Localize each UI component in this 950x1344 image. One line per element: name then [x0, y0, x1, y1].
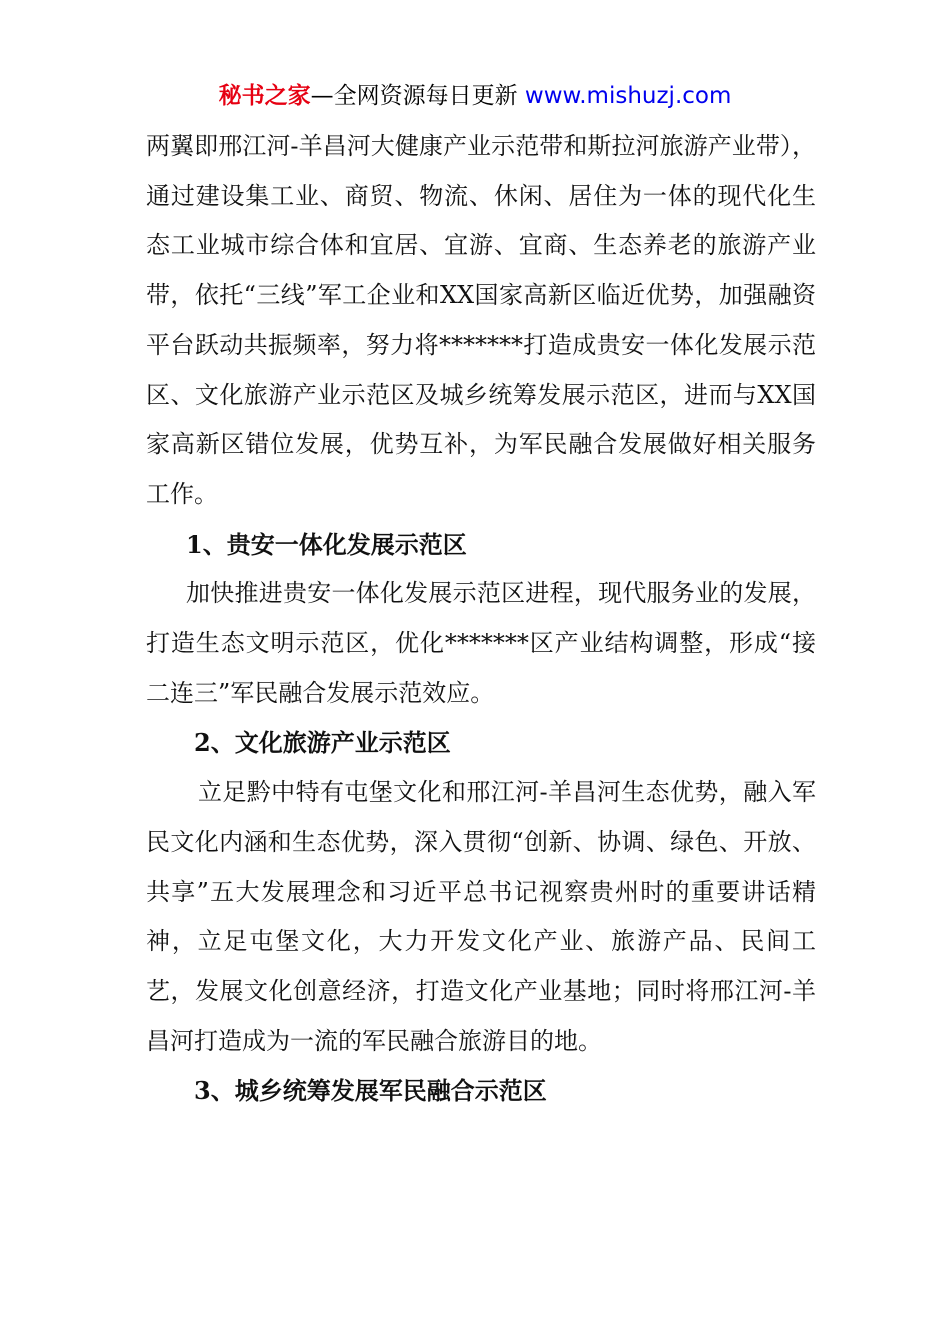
section-2-heading: 2、文化旅游产业示范区	[194, 728, 451, 758]
section-1-paragraph: 加快推进贵安一体化发展示范区进程，现代服务业的发展，打造生态文明示范区，优化*******区产业结构调整，形成“接二连三”军民融合发展示范效应。	[146, 579, 816, 707]
document-body	[146, 122, 816, 1116]
section-2-paragraph: 立足黔中特有屯堡文化和邢江河-羊昌河生态优势，融入军民文化内涵和生态优势，深入贯彻“创新、协调、绿色、开放、共享”五大发展理念和习近平总书记视察贵州时的重要讲话精神，立足屯堡文化，大力开发文化产业、旅游产品、民间工艺，发展文化创意经济，打造文化产业基地；同时将邢江河-羊昌河打造成为一流的军民融合旅游目的地。	[146, 778, 816, 1055]
header-tagline: —全网资源每日更新	[310, 83, 525, 109]
section-3-heading: 3、城乡统筹发展军民融合示范区	[194, 1076, 547, 1106]
intro-paragraph: 两翼即邢江河-羊昌河大健康产业示范带和斯拉河旅游产业带），通过建设集工业、商贸、物流、休闲、居住为一体的现代化生态工业城市综合体和宜居、宜游、宜商、生态养老的旅游产业带，依托“三线”军工企业和XX国家高新区临近优势，加强融资平台跃动共振频率，努力将*******打造成贵安一体化发展示范区、文化旅游产业示范区及城乡统筹发展示范区，进而与XX国家高新区错位发展，优势互补，为军民融合发展做好相关服务工作。	[146, 132, 816, 508]
site-link[interactable]: www.mishuzj.com	[524, 83, 732, 109]
section-1-heading: 1、贵安一体化发展示范区	[186, 529, 467, 559]
page-header	[0, 80, 950, 112]
brand-name: 秘书之家	[218, 83, 311, 109]
